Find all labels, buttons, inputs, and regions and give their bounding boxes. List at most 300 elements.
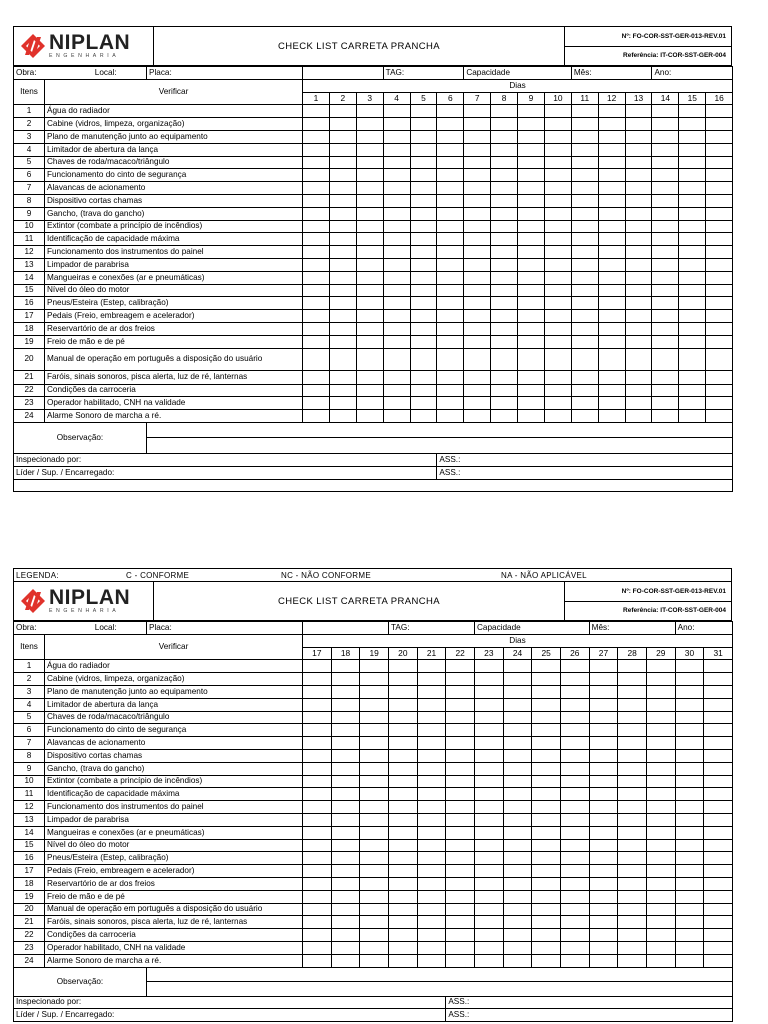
check-cell[interactable] — [446, 749, 475, 762]
check-cell[interactable] — [356, 220, 383, 233]
check-cell[interactable] — [503, 762, 532, 775]
check-cell[interactable] — [532, 929, 561, 942]
check-cell[interactable] — [329, 246, 356, 259]
check-cell[interactable] — [560, 890, 589, 903]
check-cell[interactable] — [571, 105, 598, 118]
check-cell[interactable] — [410, 169, 437, 182]
check-cell[interactable] — [589, 698, 618, 711]
check-cell[interactable] — [518, 194, 545, 207]
check-cell[interactable] — [560, 813, 589, 826]
check-cell[interactable] — [675, 903, 704, 916]
check-cell[interactable] — [331, 762, 360, 775]
check-cell[interactable] — [652, 397, 679, 410]
check-cell[interactable] — [571, 410, 598, 423]
check-cell[interactable] — [303, 194, 330, 207]
check-cell[interactable] — [704, 813, 733, 826]
check-cell[interactable] — [652, 194, 679, 207]
check-cell[interactable] — [675, 865, 704, 878]
check-cell[interactable] — [360, 737, 389, 750]
check-cell[interactable] — [356, 105, 383, 118]
check-cell[interactable] — [331, 916, 360, 929]
check-cell[interactable] — [303, 762, 332, 775]
check-cell[interactable] — [706, 284, 733, 297]
check-cell[interactable] — [360, 839, 389, 852]
check-cell[interactable] — [646, 916, 675, 929]
check-cell[interactable] — [589, 852, 618, 865]
check-cell[interactable] — [679, 384, 706, 397]
check-cell[interactable] — [437, 348, 464, 370]
check-cell[interactable] — [589, 685, 618, 698]
check-cell[interactable] — [598, 207, 625, 220]
check-cell[interactable] — [704, 673, 733, 686]
check-cell[interactable] — [544, 284, 571, 297]
check-cell[interactable] — [329, 284, 356, 297]
check-cell[interactable] — [532, 775, 561, 788]
check-cell[interactable] — [410, 397, 437, 410]
check-cell[interactable] — [389, 813, 418, 826]
check-cell[interactable] — [675, 685, 704, 698]
check-cell[interactable] — [446, 673, 475, 686]
check-cell[interactable] — [417, 839, 446, 852]
check-cell[interactable] — [303, 801, 332, 814]
check-cell[interactable] — [589, 813, 618, 826]
check-cell[interactable] — [356, 335, 383, 348]
check-cell[interactable] — [598, 220, 625, 233]
check-cell[interactable] — [410, 246, 437, 259]
check-cell[interactable] — [437, 207, 464, 220]
check-cell[interactable] — [503, 813, 532, 826]
check-cell[interactable] — [417, 813, 446, 826]
check-cell[interactable] — [475, 877, 504, 890]
check-cell[interactable] — [652, 370, 679, 384]
check-cell[interactable] — [417, 749, 446, 762]
check-cell[interactable] — [652, 246, 679, 259]
check-cell[interactable] — [389, 762, 418, 775]
check-cell[interactable] — [437, 143, 464, 156]
check-cell[interactable] — [679, 220, 706, 233]
check-cell[interactable] — [571, 384, 598, 397]
check-cell[interactable] — [437, 194, 464, 207]
check-cell[interactable] — [618, 801, 647, 814]
check-cell[interactable] — [589, 929, 618, 942]
check-cell[interactable] — [518, 130, 545, 143]
check-cell[interactable] — [410, 156, 437, 169]
check-cell[interactable] — [303, 685, 332, 698]
check-cell[interactable] — [518, 156, 545, 169]
check-cell[interactable] — [360, 711, 389, 724]
check-cell[interactable] — [417, 877, 446, 890]
check-cell[interactable] — [652, 118, 679, 131]
check-cell[interactable] — [303, 698, 332, 711]
check-cell[interactable] — [475, 685, 504, 698]
check-cell[interactable] — [598, 348, 625, 370]
check-cell[interactable] — [383, 169, 410, 182]
check-cell[interactable] — [329, 118, 356, 131]
check-cell[interactable] — [532, 788, 561, 801]
check-cell[interactable] — [331, 775, 360, 788]
check-cell[interactable] — [560, 724, 589, 737]
ass-label[interactable]: ASS.: — [446, 996, 733, 1009]
check-cell[interactable] — [532, 916, 561, 929]
check-cell[interactable] — [652, 207, 679, 220]
check-cell[interactable] — [410, 310, 437, 323]
check-cell[interactable] — [618, 673, 647, 686]
check-cell[interactable] — [331, 711, 360, 724]
check-cell[interactable] — [652, 143, 679, 156]
check-cell[interactable] — [706, 370, 733, 384]
check-cell[interactable] — [646, 813, 675, 826]
check-cell[interactable] — [589, 801, 618, 814]
check-cell[interactable] — [706, 220, 733, 233]
check-cell[interactable] — [704, 737, 733, 750]
check-cell[interactable] — [356, 233, 383, 246]
check-cell[interactable] — [589, 737, 618, 750]
check-cell[interactable] — [598, 246, 625, 259]
check-cell[interactable] — [625, 297, 652, 310]
check-cell[interactable] — [360, 673, 389, 686]
check-cell[interactable] — [410, 271, 437, 284]
check-cell[interactable] — [532, 865, 561, 878]
check-cell[interactable] — [446, 813, 475, 826]
check-cell[interactable] — [491, 220, 518, 233]
check-cell[interactable] — [518, 384, 545, 397]
check-cell[interactable] — [675, 724, 704, 737]
check-cell[interactable] — [389, 890, 418, 903]
check-cell[interactable] — [706, 348, 733, 370]
check-cell[interactable] — [437, 384, 464, 397]
check-cell[interactable] — [303, 105, 330, 118]
check-cell[interactable] — [464, 284, 491, 297]
check-cell[interactable] — [532, 737, 561, 750]
check-cell[interactable] — [303, 143, 330, 156]
check-cell[interactable] — [417, 685, 446, 698]
check-cell[interactable] — [598, 397, 625, 410]
check-cell[interactable] — [625, 271, 652, 284]
check-cell[interactable] — [518, 207, 545, 220]
check-cell[interactable] — [518, 233, 545, 246]
check-cell[interactable] — [331, 929, 360, 942]
check-cell[interactable] — [410, 207, 437, 220]
check-cell[interactable] — [437, 335, 464, 348]
check-cell[interactable] — [679, 194, 706, 207]
check-cell[interactable] — [464, 297, 491, 310]
check-cell[interactable] — [331, 903, 360, 916]
check-cell[interactable] — [589, 762, 618, 775]
check-cell[interactable] — [706, 246, 733, 259]
check-cell[interactable] — [544, 370, 571, 384]
check-cell[interactable] — [571, 284, 598, 297]
check-cell[interactable] — [652, 156, 679, 169]
check-cell[interactable] — [383, 322, 410, 335]
check-cell[interactable] — [571, 246, 598, 259]
check-cell[interactable] — [544, 118, 571, 131]
check-cell[interactable] — [356, 284, 383, 297]
check-cell[interactable] — [589, 673, 618, 686]
check-cell[interactable] — [446, 916, 475, 929]
check-cell[interactable] — [544, 233, 571, 246]
check-cell[interactable] — [679, 410, 706, 423]
ass-label[interactable]: ASS.: — [446, 1009, 733, 1022]
check-cell[interactable] — [652, 271, 679, 284]
check-cell[interactable] — [706, 182, 733, 195]
check-cell[interactable] — [618, 737, 647, 750]
check-cell[interactable] — [618, 826, 647, 839]
check-cell[interactable] — [464, 384, 491, 397]
check-cell[interactable] — [646, 724, 675, 737]
check-cell[interactable] — [518, 220, 545, 233]
check-cell[interactable] — [331, 865, 360, 878]
check-cell[interactable] — [560, 929, 589, 942]
check-cell[interactable] — [679, 284, 706, 297]
check-cell[interactable] — [503, 698, 532, 711]
check-cell[interactable] — [464, 220, 491, 233]
check-cell[interactable] — [360, 762, 389, 775]
check-cell[interactable] — [544, 220, 571, 233]
check-cell[interactable] — [706, 130, 733, 143]
check-cell[interactable] — [560, 711, 589, 724]
check-cell[interactable] — [303, 271, 330, 284]
check-cell[interactable] — [503, 660, 532, 673]
check-cell[interactable] — [706, 156, 733, 169]
check-cell[interactable] — [652, 322, 679, 335]
check-cell[interactable] — [491, 384, 518, 397]
check-cell[interactable] — [518, 182, 545, 195]
check-cell[interactable] — [625, 410, 652, 423]
check-cell[interactable] — [464, 410, 491, 423]
check-cell[interactable] — [383, 410, 410, 423]
check-cell[interactable] — [679, 348, 706, 370]
check-cell[interactable] — [360, 801, 389, 814]
check-cell[interactable] — [518, 410, 545, 423]
check-cell[interactable] — [704, 724, 733, 737]
check-cell[interactable] — [360, 698, 389, 711]
check-cell[interactable] — [706, 233, 733, 246]
check-cell[interactable] — [544, 258, 571, 271]
check-cell[interactable] — [303, 852, 332, 865]
check-cell[interactable] — [518, 397, 545, 410]
check-cell[interactable] — [625, 284, 652, 297]
check-cell[interactable] — [704, 775, 733, 788]
check-cell[interactable] — [704, 954, 733, 967]
check-cell[interactable] — [571, 271, 598, 284]
check-cell[interactable] — [437, 118, 464, 131]
check-cell[interactable] — [389, 865, 418, 878]
check-cell[interactable] — [446, 865, 475, 878]
check-cell[interactable] — [646, 929, 675, 942]
check-cell[interactable] — [356, 156, 383, 169]
check-cell[interactable] — [598, 169, 625, 182]
check-cell[interactable] — [503, 788, 532, 801]
check-cell[interactable] — [464, 143, 491, 156]
check-cell[interactable] — [675, 890, 704, 903]
check-cell[interactable] — [675, 749, 704, 762]
check-cell[interactable] — [560, 660, 589, 673]
check-cell[interactable] — [356, 297, 383, 310]
check-cell[interactable] — [356, 182, 383, 195]
check-cell[interactable] — [491, 410, 518, 423]
check-cell[interactable] — [503, 737, 532, 750]
check-cell[interactable] — [437, 258, 464, 271]
check-cell[interactable] — [475, 788, 504, 801]
check-cell[interactable] — [437, 297, 464, 310]
check-cell[interactable] — [618, 762, 647, 775]
check-cell[interactable] — [329, 105, 356, 118]
check-cell[interactable] — [303, 775, 332, 788]
check-cell[interactable] — [437, 156, 464, 169]
check-cell[interactable] — [532, 673, 561, 686]
check-cell[interactable] — [518, 143, 545, 156]
check-cell[interactable] — [679, 397, 706, 410]
check-cell[interactable] — [356, 410, 383, 423]
check-cell[interactable] — [475, 660, 504, 673]
check-cell[interactable] — [389, 737, 418, 750]
check-cell[interactable] — [417, 775, 446, 788]
check-cell[interactable] — [560, 877, 589, 890]
check-cell[interactable] — [491, 310, 518, 323]
check-cell[interactable] — [544, 271, 571, 284]
check-cell[interactable] — [560, 762, 589, 775]
check-cell[interactable] — [410, 370, 437, 384]
check-cell[interactable] — [532, 724, 561, 737]
check-cell[interactable] — [589, 775, 618, 788]
check-cell[interactable] — [356, 143, 383, 156]
check-cell[interactable] — [417, 801, 446, 814]
check-cell[interactable] — [560, 903, 589, 916]
check-cell[interactable] — [625, 156, 652, 169]
check-cell[interactable] — [303, 397, 330, 410]
check-cell[interactable] — [383, 271, 410, 284]
check-cell[interactable] — [356, 348, 383, 370]
check-cell[interactable] — [360, 954, 389, 967]
check-cell[interactable] — [303, 839, 332, 852]
check-cell[interactable] — [417, 724, 446, 737]
check-cell[interactable] — [675, 929, 704, 942]
check-cell[interactable] — [589, 660, 618, 673]
check-cell[interactable] — [329, 297, 356, 310]
check-cell[interactable] — [437, 169, 464, 182]
check-cell[interactable] — [446, 826, 475, 839]
check-cell[interactable] — [475, 698, 504, 711]
check-cell[interactable] — [679, 233, 706, 246]
check-cell[interactable] — [618, 698, 647, 711]
check-cell[interactable] — [532, 685, 561, 698]
check-cell[interactable] — [503, 941, 532, 954]
check-cell[interactable] — [532, 826, 561, 839]
check-cell[interactable] — [532, 762, 561, 775]
check-cell[interactable] — [625, 384, 652, 397]
check-cell[interactable] — [303, 258, 330, 271]
check-cell[interactable] — [491, 143, 518, 156]
check-cell[interactable] — [679, 130, 706, 143]
check-cell[interactable] — [360, 788, 389, 801]
check-cell[interactable] — [679, 207, 706, 220]
check-cell[interactable] — [598, 130, 625, 143]
check-cell[interactable] — [417, 737, 446, 750]
check-cell[interactable] — [503, 954, 532, 967]
check-cell[interactable] — [331, 660, 360, 673]
check-cell[interactable] — [704, 839, 733, 852]
check-cell[interactable] — [560, 788, 589, 801]
check-cell[interactable] — [410, 118, 437, 131]
check-cell[interactable] — [706, 297, 733, 310]
check-cell[interactable] — [652, 220, 679, 233]
check-cell[interactable] — [544, 297, 571, 310]
check-cell[interactable] — [491, 335, 518, 348]
check-cell[interactable] — [646, 852, 675, 865]
check-cell[interactable] — [389, 685, 418, 698]
check-cell[interactable] — [383, 233, 410, 246]
check-cell[interactable] — [589, 941, 618, 954]
check-cell[interactable] — [303, 130, 330, 143]
check-cell[interactable] — [303, 169, 330, 182]
check-cell[interactable] — [704, 916, 733, 929]
check-cell[interactable] — [503, 826, 532, 839]
check-cell[interactable] — [383, 370, 410, 384]
check-cell[interactable] — [360, 724, 389, 737]
check-cell[interactable] — [464, 335, 491, 348]
check-cell[interactable] — [675, 839, 704, 852]
check-cell[interactable] — [356, 322, 383, 335]
check-cell[interactable] — [571, 207, 598, 220]
check-cell[interactable] — [652, 310, 679, 323]
check-cell[interactable] — [475, 775, 504, 788]
check-cell[interactable] — [618, 865, 647, 878]
check-cell[interactable] — [598, 370, 625, 384]
check-cell[interactable] — [360, 813, 389, 826]
check-cell[interactable] — [571, 370, 598, 384]
check-cell[interactable] — [464, 105, 491, 118]
check-cell[interactable] — [571, 297, 598, 310]
check-cell[interactable] — [532, 660, 561, 673]
check-cell[interactable] — [410, 297, 437, 310]
check-cell[interactable] — [518, 322, 545, 335]
check-cell[interactable] — [560, 865, 589, 878]
check-cell[interactable] — [360, 826, 389, 839]
check-cell[interactable] — [303, 749, 332, 762]
check-cell[interactable] — [437, 271, 464, 284]
check-cell[interactable] — [360, 890, 389, 903]
check-cell[interactable] — [560, 673, 589, 686]
check-cell[interactable] — [598, 118, 625, 131]
check-cell[interactable] — [589, 724, 618, 737]
check-cell[interactable] — [437, 370, 464, 384]
check-cell[interactable] — [544, 182, 571, 195]
check-cell[interactable] — [464, 310, 491, 323]
check-cell[interactable] — [646, 749, 675, 762]
check-cell[interactable] — [544, 246, 571, 259]
check-cell[interactable] — [706, 271, 733, 284]
check-cell[interactable] — [532, 941, 561, 954]
check-cell[interactable] — [491, 194, 518, 207]
check-cell[interactable] — [598, 384, 625, 397]
check-cell[interactable] — [589, 826, 618, 839]
check-cell[interactable] — [503, 801, 532, 814]
check-cell[interactable] — [625, 169, 652, 182]
check-cell[interactable] — [679, 169, 706, 182]
check-cell[interactable] — [532, 711, 561, 724]
check-cell[interactable] — [675, 673, 704, 686]
check-cell[interactable] — [679, 258, 706, 271]
check-cell[interactable] — [389, 749, 418, 762]
check-cell[interactable] — [446, 762, 475, 775]
check-cell[interactable] — [356, 258, 383, 271]
check-cell[interactable] — [475, 737, 504, 750]
check-cell[interactable] — [544, 207, 571, 220]
check-cell[interactable] — [383, 397, 410, 410]
check-cell[interactable] — [437, 246, 464, 259]
check-cell[interactable] — [532, 698, 561, 711]
check-cell[interactable] — [303, 310, 330, 323]
